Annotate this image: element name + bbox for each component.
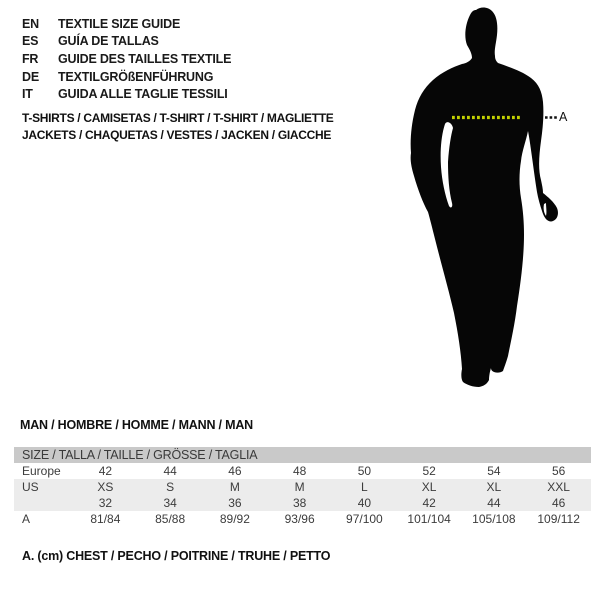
size-cell: 109/112 (537, 512, 580, 526)
size-cell: 46 (551, 496, 566, 510)
size-cell: XXL (547, 480, 570, 494)
size-cell: 54 (487, 464, 501, 478)
size-cell: 42 (98, 464, 113, 478)
row-label: A (22, 512, 31, 526)
language-row-es (22, 33, 231, 51)
size-table (14, 447, 591, 527)
language-code: FR (22, 51, 39, 66)
table-row-us (14, 479, 591, 495)
footnote-chest: A. (cm) CHEST / PECHO / POITRINE / TRUHE / PETTO (22, 549, 331, 563)
size-cell: 52 (422, 464, 436, 478)
size-cell: 32 (98, 496, 113, 510)
language-row-fr (22, 50, 231, 68)
language-code: ES (22, 34, 39, 49)
size-cell: 56 (551, 464, 566, 478)
language-code: IT (22, 87, 33, 102)
category-line-tshirts: T-SHIRTS / CAMISETAS / T-SHIRT / T-SHIRT / MAGLIETTE (22, 110, 334, 125)
language-code: EN (22, 16, 39, 31)
size-cell: 38 (292, 496, 307, 510)
row-label: US (22, 480, 39, 494)
size-cell: 81/84 (90, 512, 121, 526)
size-cell: 85/88 (155, 512, 186, 526)
language-label: GUIDA ALLE TAGLIE TESSILI (58, 87, 228, 102)
size-cell: 93/96 (284, 512, 315, 526)
size-cell: 48 (292, 464, 307, 478)
language-row-it (22, 85, 231, 103)
table-row-chest-a (14, 511, 591, 527)
size-cell: 44 (487, 496, 501, 510)
language-code: DE (22, 69, 39, 84)
size-cell: XL (421, 480, 437, 494)
measure-label-a: A (559, 109, 568, 124)
size-cell: 44 (163, 464, 177, 478)
size-cell: 42 (422, 496, 436, 510)
language-label: GUÍA DE TALLAS (58, 34, 159, 49)
section-title-man: MAN / HOMBRE / HOMME / MANN / MAN (20, 418, 253, 432)
man-silhouette-figure (390, 0, 600, 420)
size-cell: 46 (228, 464, 242, 478)
language-row-en (22, 15, 231, 33)
size-cell: 105/108 (472, 512, 516, 526)
size-cell: 101/104 (407, 512, 451, 526)
size-cell: 40 (357, 496, 372, 510)
table-row-numeric (14, 495, 591, 511)
category-line-jackets: JACKETS / CHAQUETAS / VESTES / JACKEN / GIACCHE (22, 128, 332, 143)
row-label: Europe (22, 464, 61, 478)
language-label: TEXTILGRÖßENFÜHRUNG (58, 69, 214, 84)
man-silhouette (390, 0, 600, 420)
size-cell: M (229, 480, 240, 494)
size-cell: 36 (228, 496, 242, 510)
language-list (22, 15, 231, 103)
language-label: GUIDE DES TAILLES TEXTILE (58, 51, 232, 66)
size-cell: XS (97, 480, 114, 494)
size-cell: 50 (357, 464, 372, 478)
language-label: TEXTILE SIZE GUIDE (58, 16, 181, 31)
size-cell: L (361, 480, 368, 494)
size-cell: 89/92 (219, 512, 250, 526)
garment-categories (22, 109, 334, 144)
size-cell: 97/100 (346, 512, 383, 526)
size-table-header: SIZE / TALLA / TAILLE / GRÖSSE / TAGLIA (14, 447, 591, 463)
language-row-de (22, 68, 231, 86)
table-row-europe (14, 463, 591, 479)
size-cell: M (294, 480, 305, 494)
size-cell: 34 (163, 496, 177, 510)
size-cell: XL (486, 480, 502, 494)
size-cell: S (166, 480, 175, 494)
